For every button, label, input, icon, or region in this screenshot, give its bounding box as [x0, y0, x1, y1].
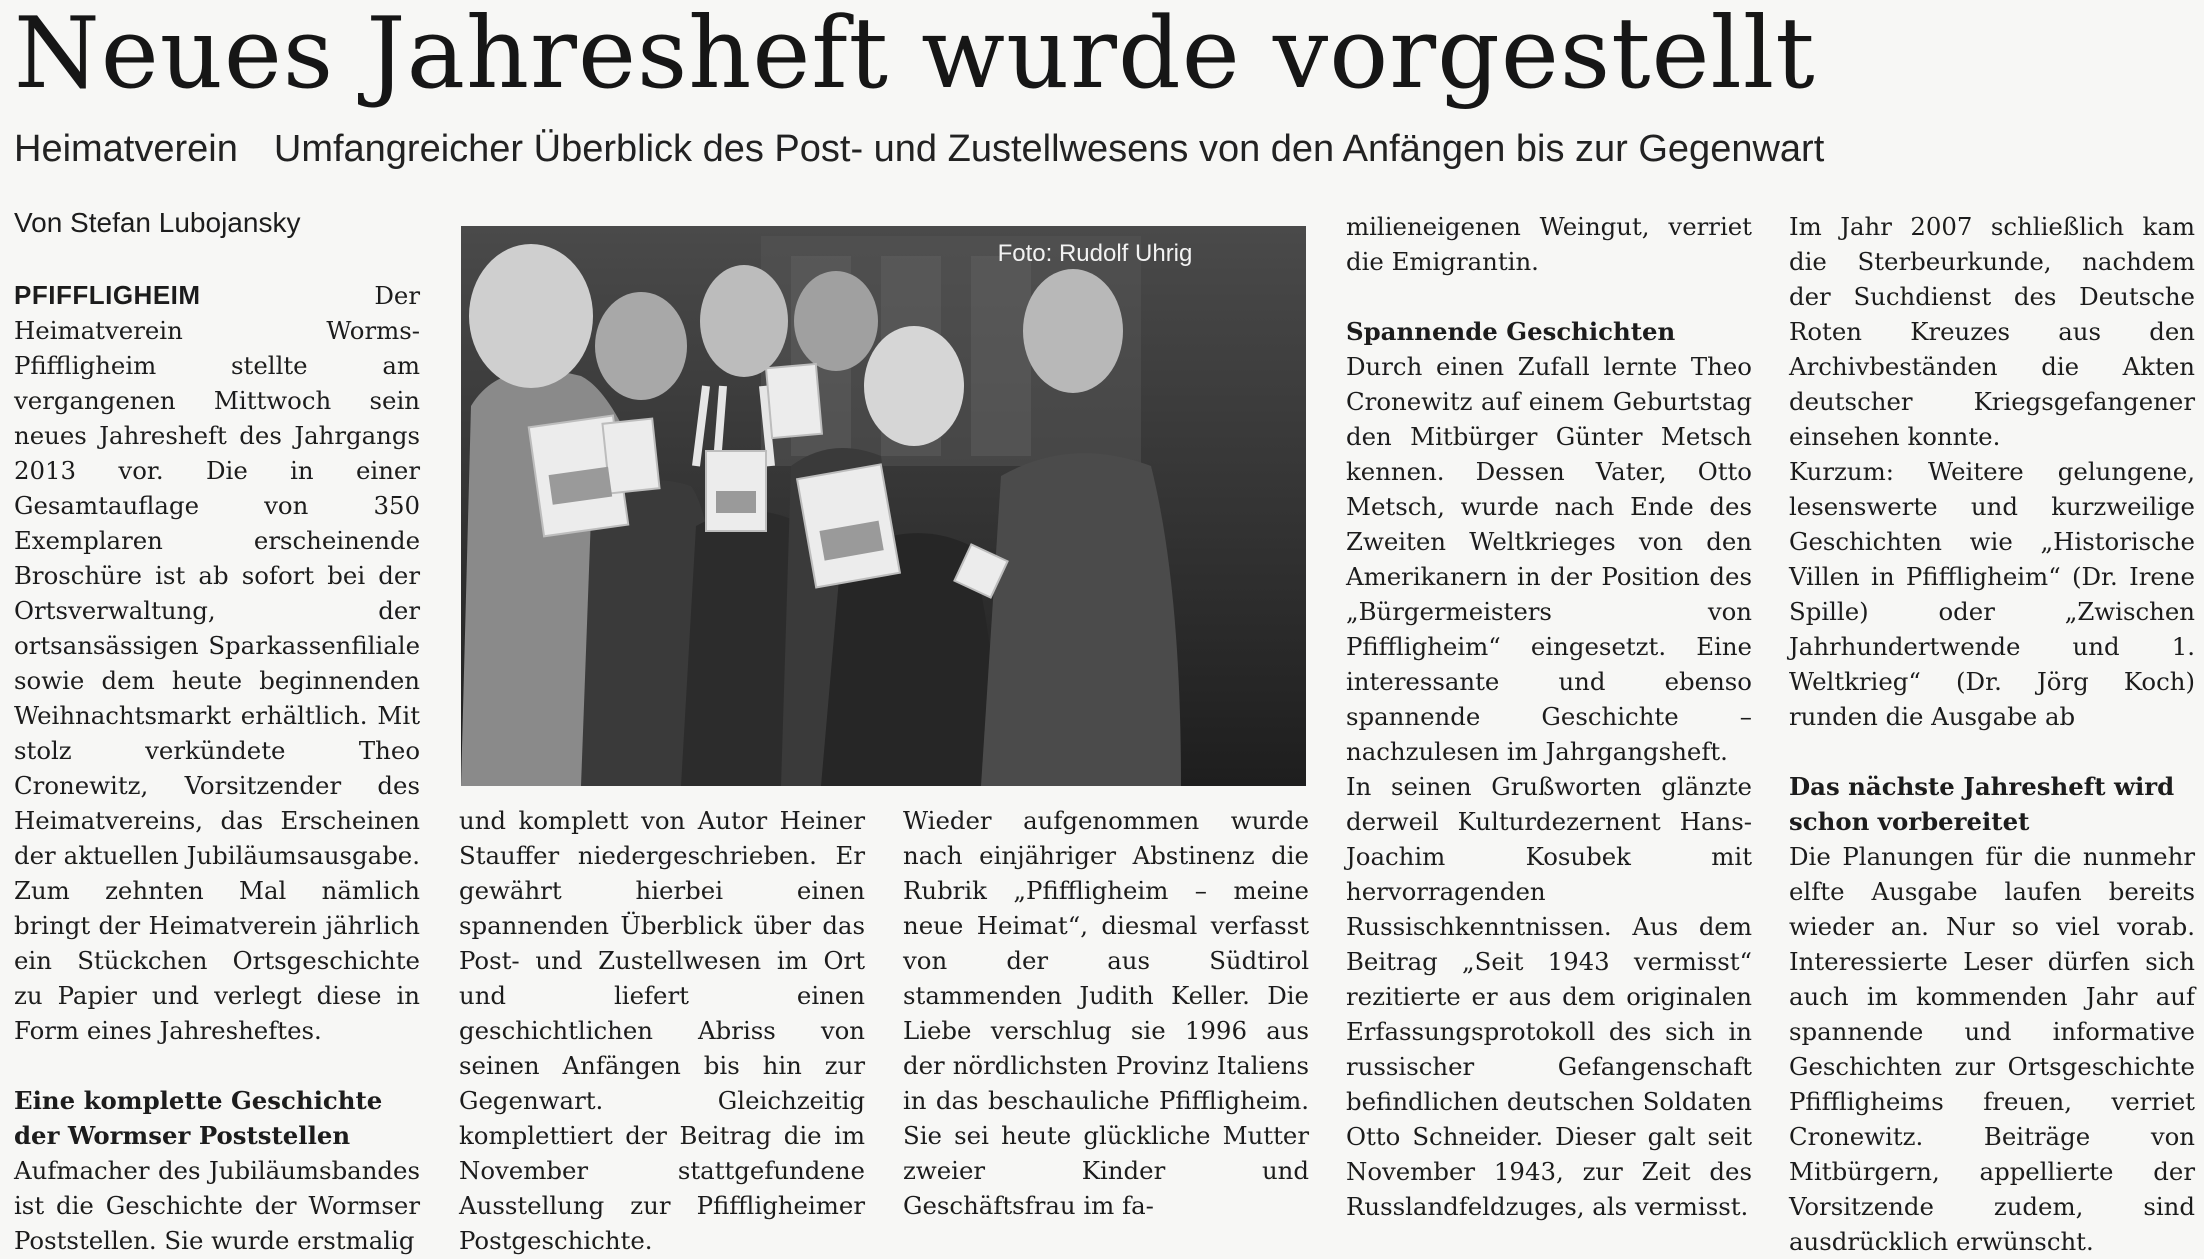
headline: Neues Jahresheft wurde vorgestellt [14, 0, 1816, 111]
article-column-3 [903, 803, 1309, 1223]
subheadline-kicker: Heimatverein [14, 128, 238, 170]
article-paragraph: Durch einen Zufall lernte Theo Cronewitz auf einem Geburtstag den Mitbürger Günter Metsch kennen. Dessen Vater, Otto Metsch, wurde nach Ende des Zweiten Weltkrieges von den Amerikanern in der Position des „Bürgermeisters von Pfiffligheim“ eingesetzt. Eine interessante und ebenso spannende Geschichte – nachzulesen im Jahrgangsheft. [1346, 352, 1752, 766]
article-paragraph: Die Planungen für die nunmehr elfte Ausgabe laufen bereits wieder an. Nur so viel vorab. Interessierte Leser dürfen sich auch im kommenden Jahr auf spannende und informative Geschichten zur Ortsgeschichte Pfiffligheims freuen, verriet Cronewitz. Beiträge von Mitbürgern, appellierte der Vorsitzende zudem, sind ausdrücklich erwünscht. [1789, 842, 2195, 1256]
article-paragraph: In seinen Grußworten glänzte derweil Kulturdezernent Hans-Joachim Kosubek mit hervorragenden Russischkenntnissen. Aus dem Beitrag „Seit 1943 vermisst“ rezitierte er aus dem originalen Erfassungsprotokoll des sich in russischer Gefangenschaft befindlichen deutschen Soldaten Otto Schneider. Dieser galt seit November 1943, zur Zeit des Russlandfeldzuges, als vermisst. [1346, 772, 1752, 1221]
article-paragraph: milieneigenen Weingut, verriet die Emigrantin. [1346, 212, 1752, 276]
dateline: PFIFFLIGHEIM [14, 280, 201, 310]
article-column-4 [1346, 209, 1752, 1224]
subheadline [14, 123, 1824, 175]
article-paragraph: Im Jahr 2007 schließlich kam die Sterbeurkunde, nachdem der Suchdienst des Deutsche Roten Kreuzes aus den Archivbeständen die Akten deutscher Kriegsgefangener einsehen konnte. [1789, 212, 2195, 451]
article-paragraph: Kurzum: Weitere gelungene, lesenswerte und kurzweilige Geschichten wie „Historische Villen in Pfiffligheim“ (Dr. Irene Spille) oder „Zwischen Jahrhundertwende und 1. Weltkrieg“ (Dr. Jörg Koch) runden die Ausgabe ab [1789, 457, 2195, 731]
section-heading: Spannende Geschichten [1346, 317, 1676, 346]
article-photo [461, 226, 1306, 786]
article-paragraph: und komplett von Autor Heiner Stauffer niedergeschrieben. Er gewährt hierbei einen spannenden Überblick über das Post- und Zustellwesen im Ort und liefert einen geschichtlichen Abriss von seinen Anfängen bis hin zur Gegenwart. Gleichzeitig komplettiert der Beitrag die im November stattgefundene Ausstellung zur Pfiffligheimer Postgeschichte. [459, 806, 865, 1255]
article-column-1 [14, 278, 420, 1258]
article-paragraph: PFIFFLIGHEIM Der Heimatverein Worms-Pfiffligheim stellte am vergangenen Mittwoch sein neues Jahresheft des Jahrgangs 2013 vor. Die in einer Gesamtauflage von 350 Exemplaren erscheinende Broschüre ist ab sofort bei der Ortsverwaltung, der ortsansässigen Sparkassenfiliale sowie dem heute beginnenden Weihnachtsmarkt erhältlich. Mit stolz verkündete Theo Cronewitz, Vorsitzender des Heimatvereins, das Erscheinen der aktuellen Jubiläumsausgabe. Zum zehnten Mal nämlich bringt der Heimatverein jährlich ein Stückchen Ortsgeschichte zu Papier und verlegt diese in Form eines Jahresheftes. [14, 280, 420, 1045]
photo-credit: Foto: Rudolf Uhrig [997, 240, 1193, 267]
byline: Von Stefan Lubojansky [14, 207, 301, 238]
group-photo-image [461, 226, 1306, 786]
section-heading: Eine komplette Geschichte der Wormser Poststellen [14, 1086, 383, 1150]
article-paragraph: Aufmacher des Jubiläumsbandes ist die Geschichte der Wormser Poststellen. Sie wurde erstmalig [14, 1156, 420, 1255]
section-heading: Das nächste Jahresheft wird schon vorbereitet [1789, 772, 2175, 836]
subheadline-text: Umfangreicher Überblick des Post- und Zustellwesens von den Anfängen bis zur Gegenwart [273, 128, 1825, 170]
article-column-5 [1789, 209, 2195, 1259]
article-column-2 [459, 803, 865, 1258]
article-paragraph: Wieder aufgenommen wurde nach einjähriger Abstinenz die Rubrik „Pfiffligheim – meine neue Heimat“, diesmal verfasst von der aus Südtirol stammenden Judith Keller. Die Liebe verschlug sie 1996 aus der nördlichsten Provinz Italiens in das beschauliche Pfiffligheim. Sie sei heute glückliche Mutter zweier Kinder und Geschäftsfrau im fa- [903, 806, 1309, 1220]
